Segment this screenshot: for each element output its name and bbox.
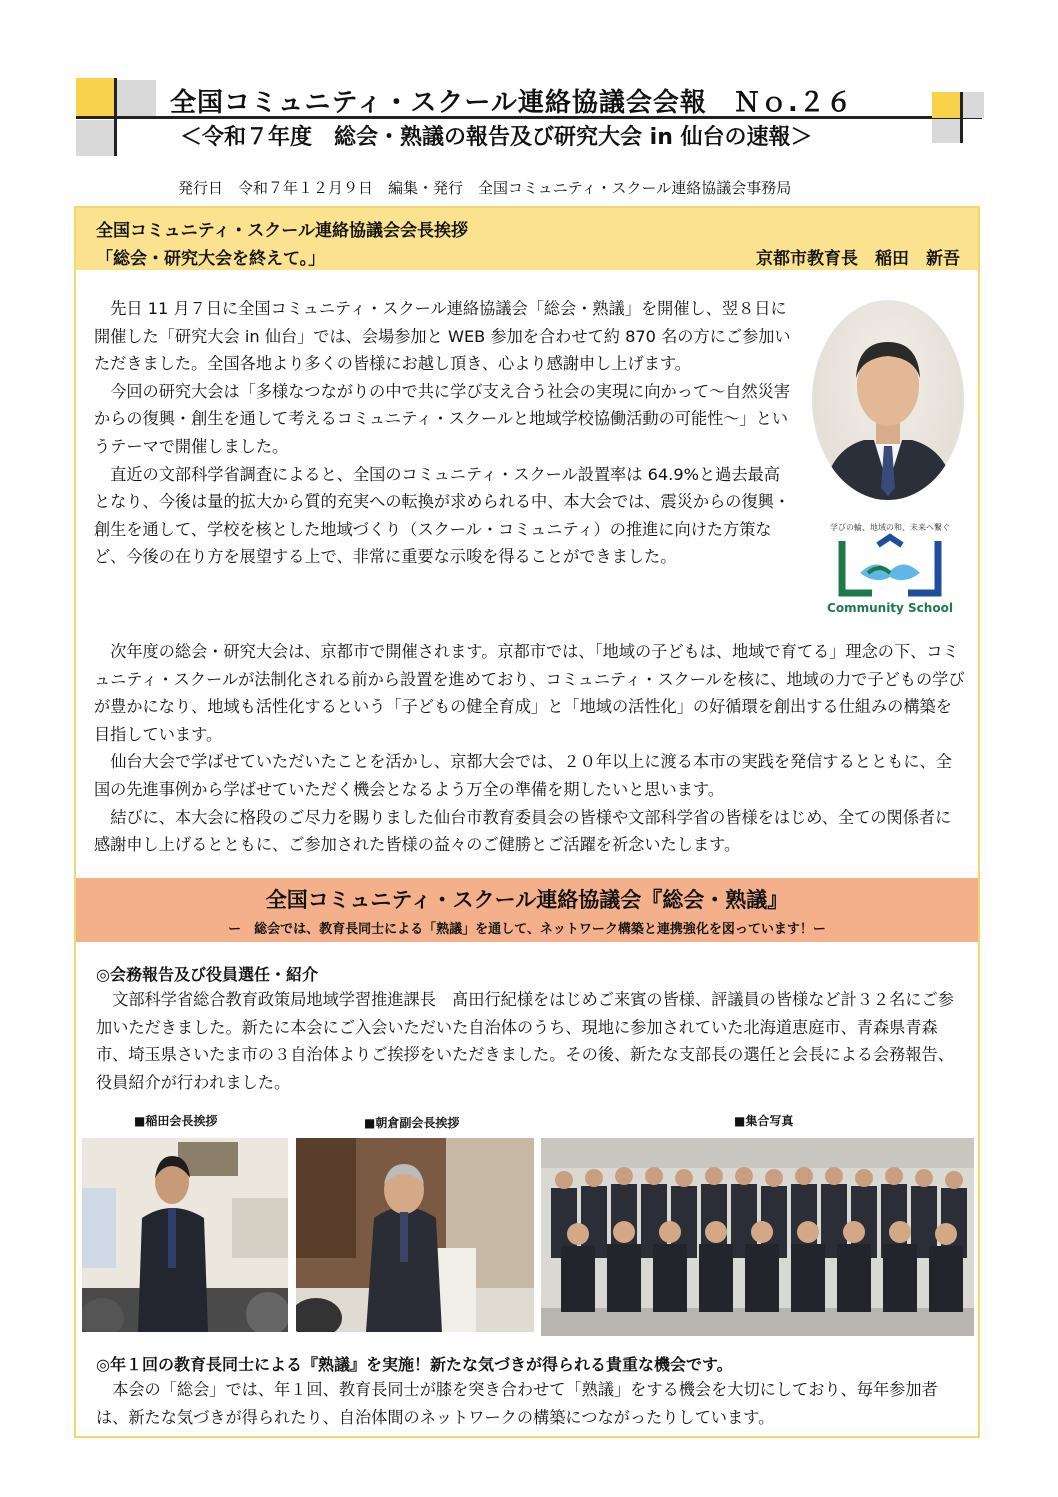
- general-heading: 全国コミュニティ・スクール連絡協議会『総会・熟議』: [265, 888, 789, 912]
- report-paragraph: 文部科学省総合教育政策局地域学習推進課長 髙田行紀様をはじめご来賓の皆様、評議員の皆様など計３２名にご参加いただきました。新たに本会にご入会いただいた自治体のうち、現地に参加されていた北海道恵庭市、青森県青森市、埼玉県さいたま市の３自治体よりご挨拶をいただきました。その後、新たな支部長の選任と会長による会務報告、役員紹介が行われました。: [96, 990, 954, 1092]
- header-yellow-square: [76, 78, 116, 118]
- photo-group: [541, 1138, 974, 1336]
- message-paragraph-4: 次年度の総会・研究大会は、京都市で開催されます。京都市では、「地域の子どもは、地域で育てる」理念の下、コミュニティ・スクールが法制化される前から設置を進めており、コミュニティ・スクールを核に、地域の力で子どもの学びが豊かになり、地域も活性化するという「子どもの健全育成」と「地域の活性化」の好循環を創出する仕組みの構築を目指しています。: [94, 642, 965, 744]
- section-body-jukugi: [96, 1376, 968, 1431]
- section-title-report: ◎会務報告及び役員選任・紹介: [96, 965, 318, 984]
- header-gray-square-lower: [76, 120, 116, 156]
- newsletter-subtitle: ＜令和７年度 総会・熟議の報告及び研究大会 in 仙台の速報＞: [180, 125, 813, 150]
- message-author: 京都市教育長 稲田 新吾: [756, 249, 960, 269]
- message-body-top: [94, 295, 794, 571]
- header-gray-square: [116, 80, 156, 118]
- jukugi-paragraph: 本会の「総会」では、年１回、教育長同士が膝を突き合わせて「熟議」をする機会を大切にしており、毎年参加者は、新たな気づきが得られたり、自治体間のネットワークの構築につながったりしています。: [96, 1380, 938, 1427]
- section-body-report: [96, 986, 968, 1096]
- message-paragraph-6: 結びに、本大会に格段のご尽力を賜りました仙台市教育委員会の皆様や文部科学省の皆様をはじめ、全ての関係者に感謝申し上げるとともに、ご参加された皆様の益々のご健勝とご活躍を祈念いたします。: [94, 807, 952, 855]
- photo-asakura-speech: [296, 1138, 534, 1332]
- logo-tagline: 学びの輪、地域の和、未来へ繋ぐ: [830, 523, 950, 532]
- logo-text: Community School: [827, 601, 953, 615]
- community-school-logo: [820, 522, 960, 626]
- header-gray-square-right-lower: [932, 119, 962, 143]
- photo-inada-speech: [82, 1138, 288, 1332]
- message-title: 「総会・研究大会を終えて。」: [96, 249, 326, 269]
- president-portrait: [812, 300, 964, 500]
- section-title-jukugi: ◎年１回の教育長同士による『熟議』を実施！新たな気づきが得られる貴重な機会です。: [96, 1355, 733, 1374]
- header-vertical-rule-right: [960, 92, 963, 143]
- header-yellow-square-right: [932, 92, 962, 118]
- photo-caption-inada: ■稲田会長挨拶: [134, 1114, 218, 1128]
- newsletter-title: 全国コミュニティ・スクール連絡協議会会報 Ｎｏ.２６: [170, 88, 853, 118]
- message-paragraph-5: 仙台大会で学ばせていただいたことを活かし、京都大会では、２０年以上に渡る本市の実践を発信するとともに、全国の先進事例から学ばせていただく機会となるよう万全の準備を期したいと思います。: [94, 752, 952, 799]
- message-body-bottom: [94, 638, 966, 859]
- message-paragraph-3: 直近の文部科学省調査によると、全国のコミュニティ・スクール設置率は 64.9%と過去最高となり、今後は量的拡大から質的充実への転換が求められる中、本大会では、震災からの復興・創生を通して、学校を核とした地域づくり（スクール・コミュニティ）の推進に向けた方策など、今後の在り方を展望する上で、非常に重要な示唆を得ることができました。: [94, 464, 791, 567]
- message-paragraph-2: 今回の研究大会は「多様なつながりの中で共に学び支え合う社会の実現に向かって～自然災害からの復興・創生を通して考えるコミュニティ・スクールと地域学校協働活動の可能性～」というテーマで開催しました。: [94, 381, 791, 456]
- photo-caption-group: ■集合写真: [734, 1114, 794, 1128]
- photo-caption-asakura: ■朝倉副会長挨拶: [364, 1116, 460, 1130]
- header-gray-square-right: [962, 92, 984, 118]
- message-heading: 全国コミュニティ・スクール連絡協議会会長挨拶: [96, 221, 468, 241]
- general-subheading: ー 総会では、教育長同士による「熟議」を通して、ネットワーク構築と連携強化を図っています！ー: [228, 922, 826, 937]
- issue-line: 発行日 令和７年１２月９日 編集・発行 全国コミュニティ・スクール連絡協議会事務局: [178, 179, 792, 197]
- message-paragraph-1: 先日 11 月７日に全国コミュニティ・スクール連絡協議会「総会・熟議」を開催し、翌８日に開催した「研究大会 in 仙台」では、会場参加と WEB 参加を合わせて約 870 名の方にご参加いただきました。全国各地より多くの皆様にお越し頂き、心より感謝申し上げます。: [94, 299, 791, 374]
